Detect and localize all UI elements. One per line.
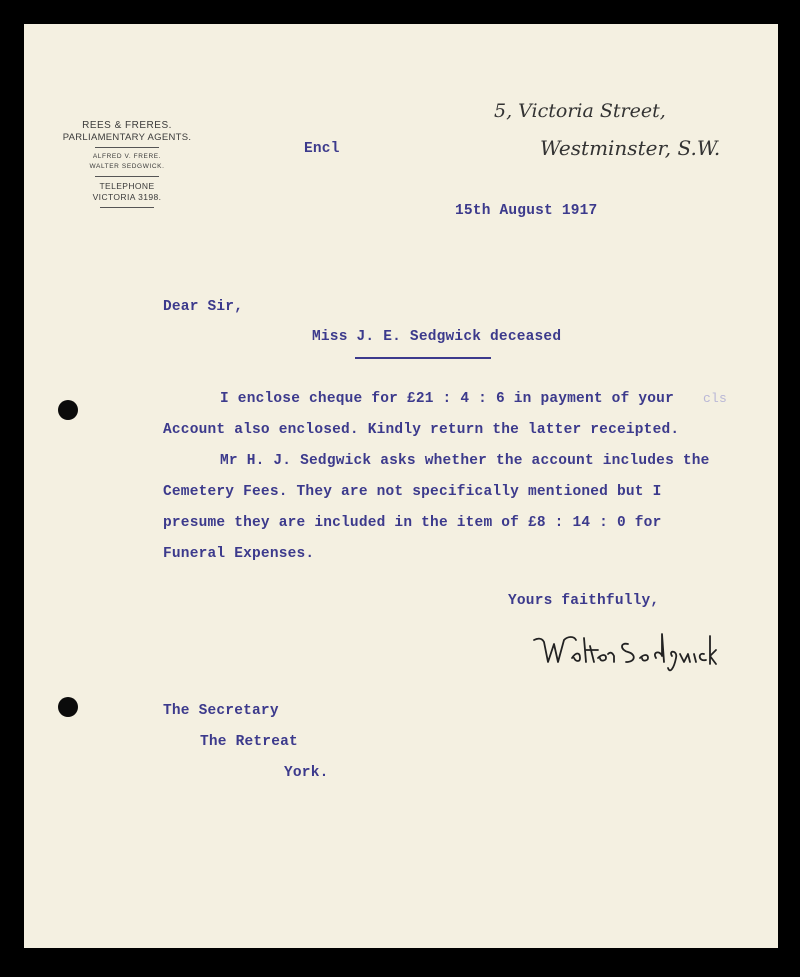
- recipient-line-3: York.: [284, 765, 329, 781]
- handwritten-signature: [528, 628, 718, 683]
- enclosure-mark: Encl: [304, 141, 340, 157]
- letterhead-partner-1: ALFRED V. FRERE.: [92, 153, 162, 160]
- letterhead-rule-2: [95, 176, 159, 177]
- letterhead-partner-2: WALTER SEDGWICK.: [89, 163, 165, 170]
- body-line-1: I enclose cheque for £21 : 4 : 6 in payment of your: [220, 391, 674, 407]
- body-line-4: Cemetery Fees. They are not specifically mentioned but I: [163, 484, 662, 500]
- body-line-6: Funeral Expenses.: [163, 546, 315, 562]
- address-district: Westminster, S.W.: [540, 136, 721, 160]
- letterhead-firm: REES & FRERES.: [82, 120, 172, 131]
- address-street: 5, Victoria Street,: [494, 100, 666, 122]
- recipient-line-1: The Secretary: [163, 703, 279, 719]
- telephone-number: VICTORIA 3198.: [92, 192, 162, 202]
- closing: Yours faithfully,: [508, 593, 660, 609]
- body-line-5: presume they are included in the item of £8 : 14 : 0 for: [163, 515, 662, 531]
- body-line-2: Account also enclosed. Kindly return the latter receipted.: [163, 422, 680, 438]
- recipient-line-2: The Retreat: [200, 734, 298, 750]
- telephone-label: TELEPHONE: [99, 181, 155, 191]
- letterhead-rule: [95, 147, 159, 148]
- subject-underline: [355, 357, 491, 359]
- punch-hole-top: [58, 400, 78, 420]
- letter-date: 15th August 1917: [455, 203, 598, 219]
- letterhead-role: PARLIAMENTARY AGENTS.: [62, 132, 192, 143]
- punch-hole-bottom: [58, 697, 78, 717]
- body-line-3: Mr H. J. Sedgwick asks whether the account includes the: [220, 453, 710, 469]
- subject-line: Miss J. E. Sedgwick deceased: [312, 329, 562, 345]
- letterhead: [52, 120, 202, 212]
- body-line-1-tail: cls: [703, 391, 728, 406]
- letterhead-rule-3: [100, 207, 154, 208]
- salutation: Dear Sir,: [163, 299, 244, 315]
